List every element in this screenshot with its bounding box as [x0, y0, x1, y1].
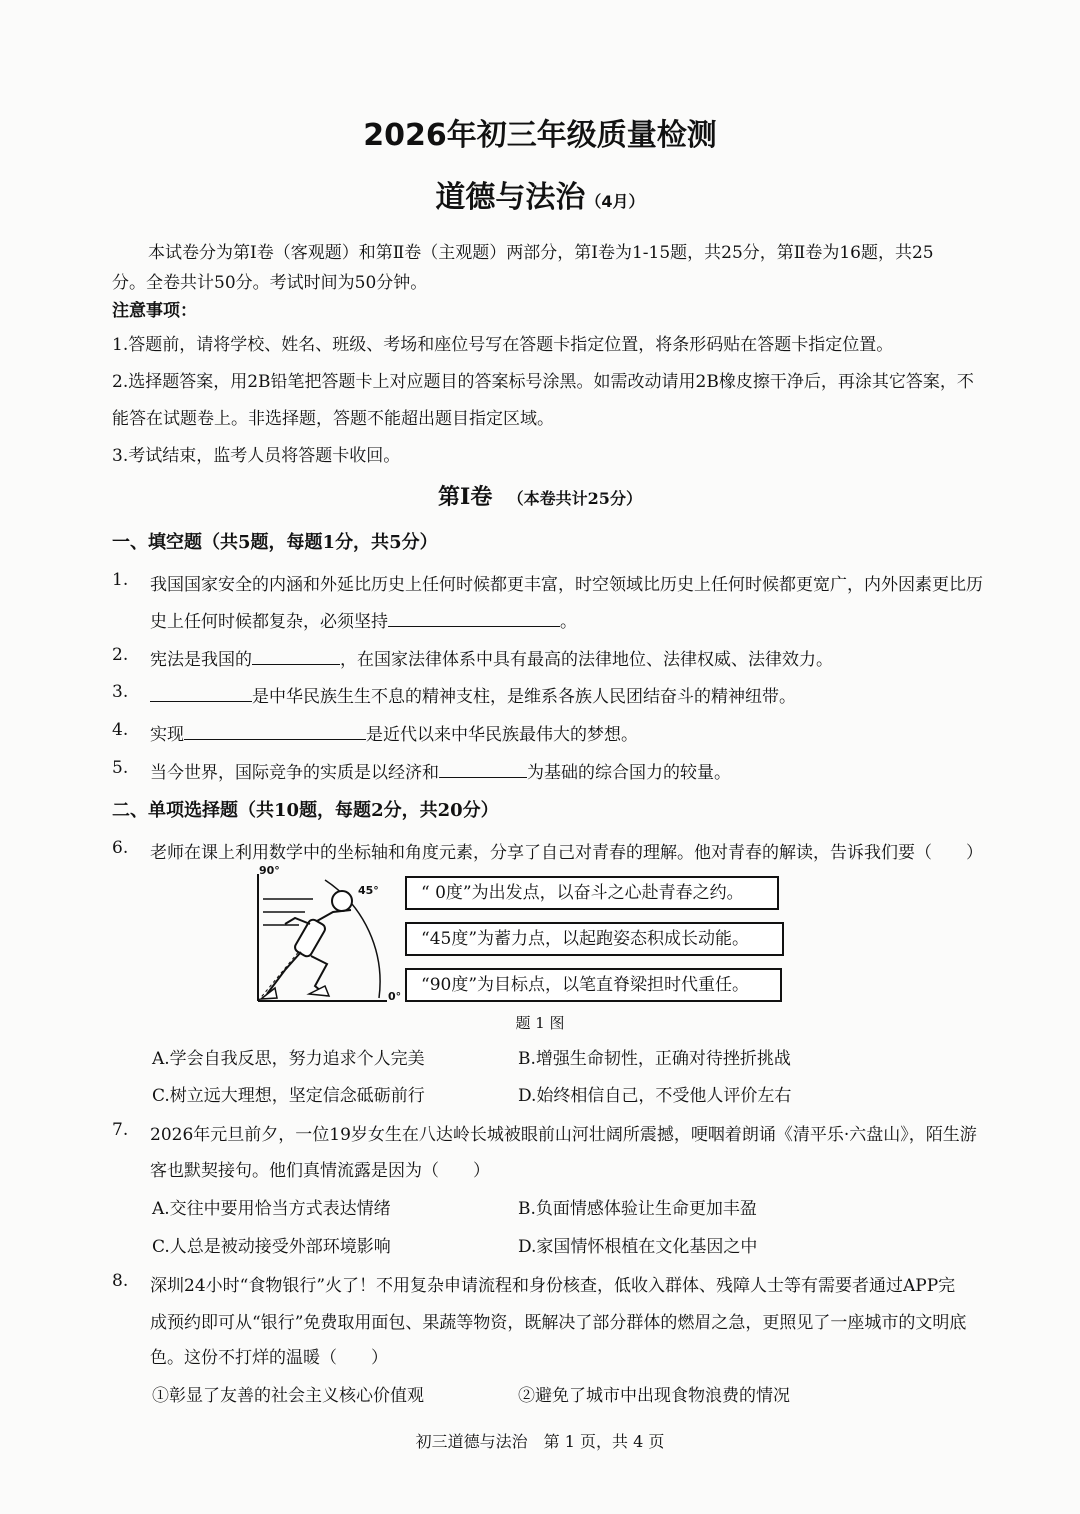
section-2-heading: 二、单项选择题（共10题，每题2分，共20分）	[112, 800, 499, 821]
fig-box-3: “90度”为目标点，以笔直脊梁担时代重任。	[405, 968, 782, 1002]
q4-blank[interactable]	[184, 723, 366, 740]
fig-label-90: 90°	[259, 864, 280, 877]
q5-text: 当今世界，国际竞争的实质是以经济和 为基础的综合国力的较量。	[150, 763, 731, 783]
page-footer: 初三道德与法治 第 1 页，共 4 页	[415, 1432, 665, 1451]
q7-option-d[interactable]: D.家国情怀根植在文化基因之中	[518, 1237, 758, 1257]
q7-line-1: 2026年元旦前夕，一位19岁女生在八达岭长城被眼前山河壮阔所震撼，哽咽着朗诵《清平乐·六盘山》，陌生游	[150, 1125, 977, 1145]
q8-line-2: 成预约即可从“银行”免费取用面包、果蔬等物资，既解决了部分群体的燃眉之急，更照见了一座城市的文明底	[150, 1313, 967, 1333]
q8-option-2[interactable]: ②避免了城市中出现食物浪费的情况	[518, 1386, 790, 1406]
note-1: 1.答题前，请将学校、姓名、班级、考场和座位号写在答题卡指定位置，将条形码贴在答题卡指定位置。	[112, 335, 894, 355]
q8-number: 8.	[112, 1271, 129, 1291]
q1-number: 1.	[112, 570, 129, 590]
notes-heading: 注意事项：	[112, 301, 197, 321]
fig-label-45: 45°	[358, 884, 379, 897]
q5-number: 5.	[112, 758, 129, 778]
q2-text: 宪法是我国的 ，在国家法律体系中具有最高的法律地位、法律权威、法律效力。	[150, 650, 833, 670]
q7-option-b[interactable]: B.负面情感体验让生命更加丰盈	[518, 1199, 757, 1219]
note-2b: 能答在试题卷上。非选择题，答题不能超出题目指定区域。	[112, 409, 554, 429]
q6-option-b[interactable]: B.增强生命韧性，正确对待挫折挑战	[518, 1049, 791, 1069]
fig-label-0: 0°	[388, 990, 402, 1003]
q7-option-c[interactable]: C.人总是被动接受外部环境影响	[152, 1237, 391, 1257]
subject-name: 道德与法治	[435, 180, 586, 215]
q3-number: 3.	[112, 682, 129, 702]
q8-option-1[interactable]: ①彰显了友善的社会主义核心价值观	[152, 1386, 424, 1406]
volume-label: 第Ⅰ卷	[438, 484, 493, 510]
q4-number: 4.	[112, 720, 129, 740]
q6-option-c[interactable]: C.树立远大理想，坚定信念砥砺前行	[152, 1086, 425, 1106]
q3-blank[interactable]	[150, 685, 252, 702]
section-1-heading: 一、填空题（共5题，每题1分，共5分）	[112, 532, 438, 553]
q6-option-d[interactable]: D.始终相信自己，不受他人评价左右	[518, 1086, 792, 1106]
q7-option-a[interactable]: A.交往中要用恰当方式表达情绪	[152, 1199, 391, 1219]
subject-title	[0, 172, 1080, 216]
intro-line-1: 本试卷分为第Ⅰ卷（客观题）和第Ⅱ卷（主观题）两部分，第Ⅰ卷为1-15题，共25分，第Ⅱ卷为16题，共25	[148, 243, 934, 263]
intro-line-2: 分。全卷共计50分。考试时间为50分钟。	[112, 273, 428, 293]
q2-number: 2.	[112, 645, 129, 665]
note-3: 3.考试结束，监考人员将答题卡收回。	[112, 446, 401, 466]
q1-line-1: 我国国家安全的内涵和外延比历史上任何时候都更丰富，时空领域比历史上任何时候都更宽广，内外因素更比历	[150, 575, 983, 595]
q4-text: 实现 是近代以来中华民族最伟大的梦想。	[150, 725, 638, 745]
q6-number: 6.	[112, 838, 129, 858]
volume-note: （本卷共计25分）	[507, 489, 642, 508]
q6-text: 老师在课上利用数学中的坐标轴和角度元素，分享了自己对青春的理解。他对青春的解读，告诉我们要（ ）	[150, 843, 983, 863]
q2-blank[interactable]	[252, 648, 340, 665]
volume-heading	[0, 480, 1080, 511]
note-2a: 2.选择题答案，用2B铅笔把答题卡上对应题目的答案标号涂黑。如需改动请用2B橡皮擦干净后，再涂其它答案，不	[112, 372, 974, 392]
fig-box-1: “ 0度”为出发点，以奋斗之心赴青春之约。	[405, 876, 779, 910]
q3-text: 是中华民族生生不息的精神支柱，是维系各族人民团结奋斗的精神纽带。	[150, 682, 796, 707]
fig-caption: 题 1 图	[515, 1014, 565, 1032]
exam-title: 2026年初三年级质量检测	[363, 118, 717, 153]
q5-blank[interactable]	[439, 761, 527, 778]
q7-line-2: 客也默契接句。他们真情流露是因为（ ）	[150, 1161, 490, 1181]
q8-line-1: 深圳24小时“食物银行”火了！不用复杂申请流程和身份核查，低收入群体、残障人士等有需要者通过APP完	[150, 1276, 956, 1296]
q1-blank[interactable]	[388, 610, 560, 627]
q7-number: 7.	[112, 1120, 129, 1140]
subject-note: （4月）	[585, 192, 645, 211]
q8-line-3: 色。这份不打烊的温暖（ ）	[150, 1348, 388, 1368]
q6-option-a[interactable]: A.学会自我反思，努力追求个人完美	[152, 1049, 425, 1069]
q1-line-2: 史上任何时候都复杂，必须坚持 。	[150, 612, 577, 632]
fig-box-2: “45度”为蓄力点，以起跑姿态积成长动能。	[405, 922, 784, 956]
